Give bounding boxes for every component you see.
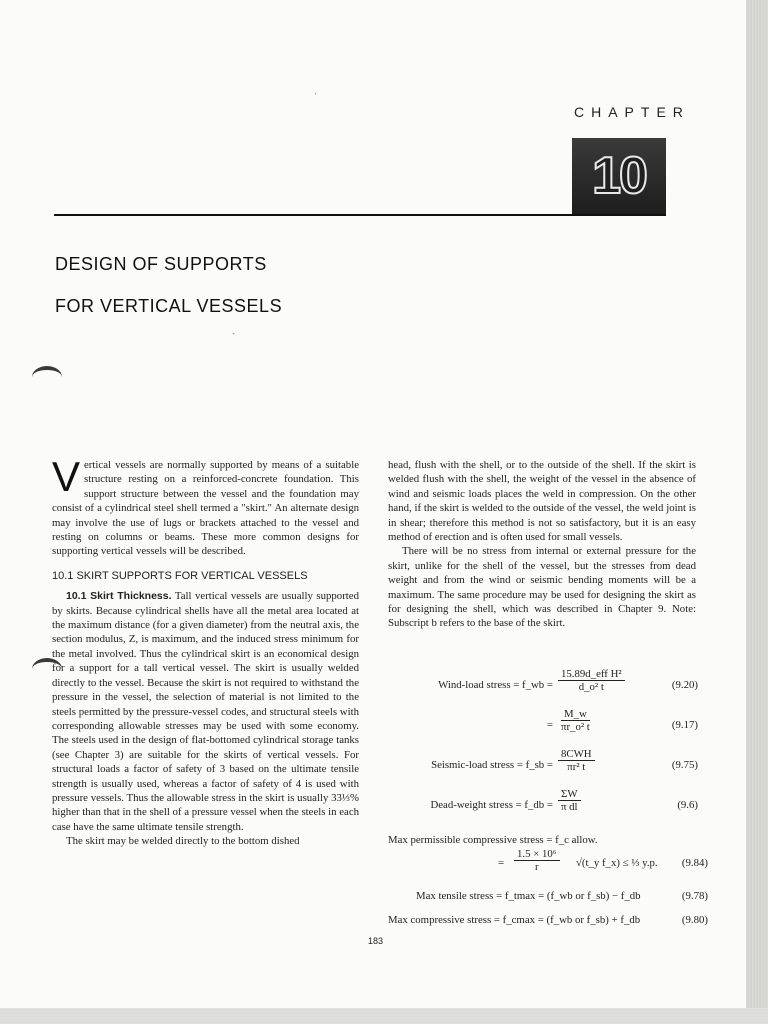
equation-text: Max tensile stress = f_tmax = (f_wb or f_sb) − f_db: [416, 890, 641, 902]
page-number: 183: [368, 936, 384, 946]
fraction-denominator: d_o² t: [578, 681, 604, 693]
body-text: Tall vertical vessels are usually supported by skirts. Because cylindrical shells have all the metal area located at the maximum distance (for a given diameter) from the neutral axis, the section modulus, Z, is maximum, and the induced stress minimum for the metal involved. Thus the cylindrical skirt is an economical design for a support for a tall vertical vessel. The skirt is usually welded directly to the vessel. Because the skirt is not required to withstand the pressure in the vessel, the selection of material is not limited to the steels permitted by the pressure-vessel codes, and structural steels with corresponding allowable stresses may be used with some economy. The steels used in the design of flat-bottomed cylindrical storage tanks (see Chapter 3) are suitable for the skirts of vertical vessels. For structural loads a factor of safety of 3 based on the ultimate tensile strength is usually used, whereas a factor of safety of 4 is used with pressure vessels. Thus the allowable stress in the skirt is usually 33⅓% higher than that in the shell of a pressure vessel when the steels in each case have the same ultimate tensile strength.: [52, 590, 360, 833]
equation-lhs: Seismic-load stress = f_sb =: [431, 759, 553, 771]
equation-fraction: [558, 788, 581, 813]
chapter-number-box: [572, 138, 666, 214]
fraction-numerator: 15.89d_eff H²: [558, 668, 625, 681]
equation-line: [388, 834, 708, 846]
equation-lhs: Dead-weight stress = f_db =: [430, 799, 553, 811]
equation-lhs: =: [546, 719, 553, 731]
fraction-numerator: M_w: [561, 708, 590, 721]
equation: [388, 668, 698, 708]
chapter-title-line1: DESIGN OF SUPPORTS: [55, 254, 267, 274]
binder-hole-mark: [32, 366, 62, 388]
section-heading: 10.1 SKIRT SUPPORTS FOR VERTICAL VESSELS: [52, 569, 308, 582]
equation-fraction: [558, 668, 625, 693]
fraction-numerator: 1.5 × 10⁶: [514, 848, 560, 861]
equation-number: (9.84): [681, 857, 708, 869]
page-bottom-edge: [0, 1008, 768, 1024]
stray-mark: ˌ: [314, 84, 318, 95]
fraction-numerator: 8CWH: [558, 748, 595, 761]
chapter-label: CHAPTER: [574, 104, 690, 120]
equation-lhs: Wind-load stress = f_wb =: [438, 679, 553, 691]
equation: [388, 708, 698, 748]
fraction-denominator: π dl: [561, 801, 578, 813]
equation-text: Max permissible compressive stress = f_c allow.: [388, 834, 598, 846]
equation-number: (9.78): [681, 890, 708, 902]
equation-fraction: [558, 708, 593, 733]
equation-number: (9.6): [677, 799, 698, 811]
equation-fraction: [514, 848, 560, 873]
equation-number: (9.80): [681, 914, 708, 926]
right-column: [388, 458, 696, 631]
page-edge-stack: [746, 0, 768, 1024]
equation: [388, 748, 698, 788]
left-column: [52, 453, 360, 849]
equation: [388, 788, 698, 828]
equation-number: (9.75): [671, 759, 698, 771]
equation-lhs: =: [498, 857, 505, 869]
equation-text: Max compressive stress = f_cmax = (f_wb or f_sb) + f_db: [388, 914, 641, 926]
fraction-denominator: r: [534, 861, 539, 873]
fraction-denominator: πr² t: [567, 761, 586, 773]
subsection-heading: 10.1 Skirt Thickness.: [66, 590, 172, 603]
chapter-title-line2: FOR VERTICAL VESSELS: [55, 296, 283, 316]
body-paragraph: The skirt may be welded directly to the bottom dished: [66, 835, 300, 848]
stray-mark: ˎ: [232, 324, 236, 335]
equation-number: (9.17): [671, 719, 698, 731]
drop-cap: V: [52, 453, 81, 500]
body-paragraph: [52, 589, 359, 834]
header-rule: [54, 214, 666, 216]
equation-number: (9.20): [671, 679, 698, 691]
body-paragraph: head, flush with the shell, or to the outside of the shell. If the skirt is welded flush with the shell, the weight of the vessel in the absence of wind and seismic loads places the weld in compression. On the other hand, if the skirt is welded to the outside of the vessel, the weld joint is in shear; therefore this method is not so satisfactory, but it is an easy method of erection and is often used for small vessels.: [388, 459, 696, 544]
fraction-numerator: ΣW: [558, 788, 580, 801]
intro-text: ertical vessels are normally supported by means of a suitable structure resting on a reinforced-concrete foundation. This support structure between the vessel and the foundation may consist of a cylindrical steel shell termed a "skirt." An alternate design may involve the use of lugs or brackets attached to the vessel and resting on columns or beams. These more common designs for supporting vertical vessels will be described.: [52, 459, 359, 558]
chapter-number: 10: [592, 147, 646, 205]
equation-line: [388, 848, 708, 882]
equation-fraction: [558, 748, 595, 773]
equation-text: √(t_y f_x) ≤ ⅓ y.p.: [576, 857, 658, 869]
intro-paragraph: [52, 453, 359, 559]
body-paragraph: There will be no stress from internal or external pressure for the skirt, unlike for the shell of the vessel, but the stresses from dead weight and from the wind or seismic bending moments will be a maximum. The same procedure may be used for designing the skirt as for designing the shell, which was described in Chapter 9. Note: Subscript b refers to the base of the skirt.: [388, 545, 696, 630]
fraction-denominator: πr_o² t: [561, 721, 590, 733]
